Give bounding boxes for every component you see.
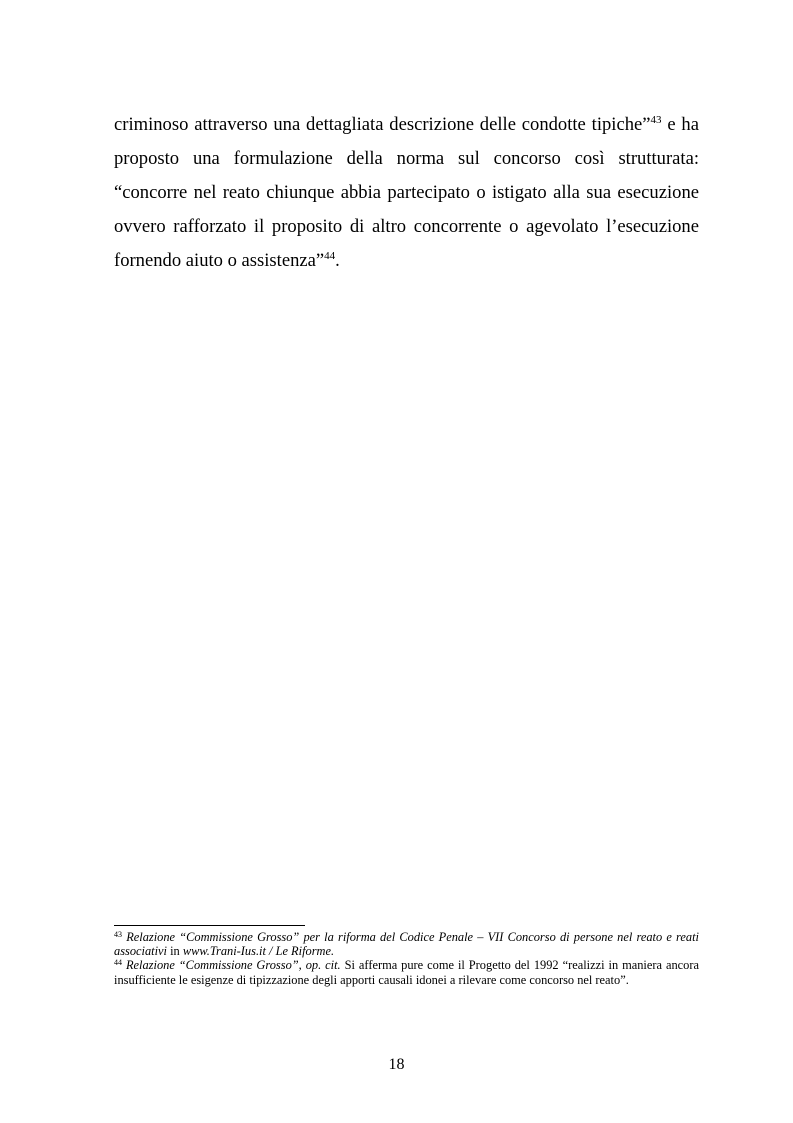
- footnote-text: in: [167, 944, 183, 959]
- main-text: [114, 108, 699, 278]
- footnote-text: Si afferma pure come il Progetto del 1992 “realizzi in maniera ancora insufficiente le esigenze di tipizzazione degli apporti causali idonei a rilevare come concorso nel reato”.: [114, 958, 699, 987]
- footnote-source: www.Trani-Ius.it / Le Riforme.: [182, 944, 335, 959]
- footnote-separator: [114, 925, 305, 926]
- footnote-ref-44[interactable]: 44: [324, 250, 336, 262]
- footnote-ref-43[interactable]: 43: [650, 114, 662, 126]
- footnote-citation: Relazione “Commissione Grosso” per la riforma del Codice Penale – VII Concorso di persone nel reato e reati associativi: [114, 930, 699, 959]
- footnote-number: 44: [114, 958, 122, 968]
- footnote-43: [114, 930, 699, 958]
- paragraph-text: criminoso attraverso una dettagliata descrizione delle condotte tipiche”: [114, 114, 651, 135]
- footnote-citation: Relazione “Commissione Grosso”, op. cit.: [125, 958, 341, 973]
- footnote-44: [114, 958, 699, 986]
- footnotes: [114, 930, 699, 987]
- footnote-number: 43: [114, 930, 122, 939]
- paragraph: [114, 108, 699, 278]
- paragraph-text: .: [335, 250, 340, 271]
- page-number: 18: [388, 1056, 405, 1073]
- paragraph-text: e ha proposto una formulazione della norma sul concorso così strutturata: “concorre nel reato chiunque abbia partecipato o istigato alla sua esecuzione ovvero rafforzato il proposito di altro concorrente o agevolato l’esecuzione fornendo aiuto o assistenza”: [114, 114, 699, 271]
